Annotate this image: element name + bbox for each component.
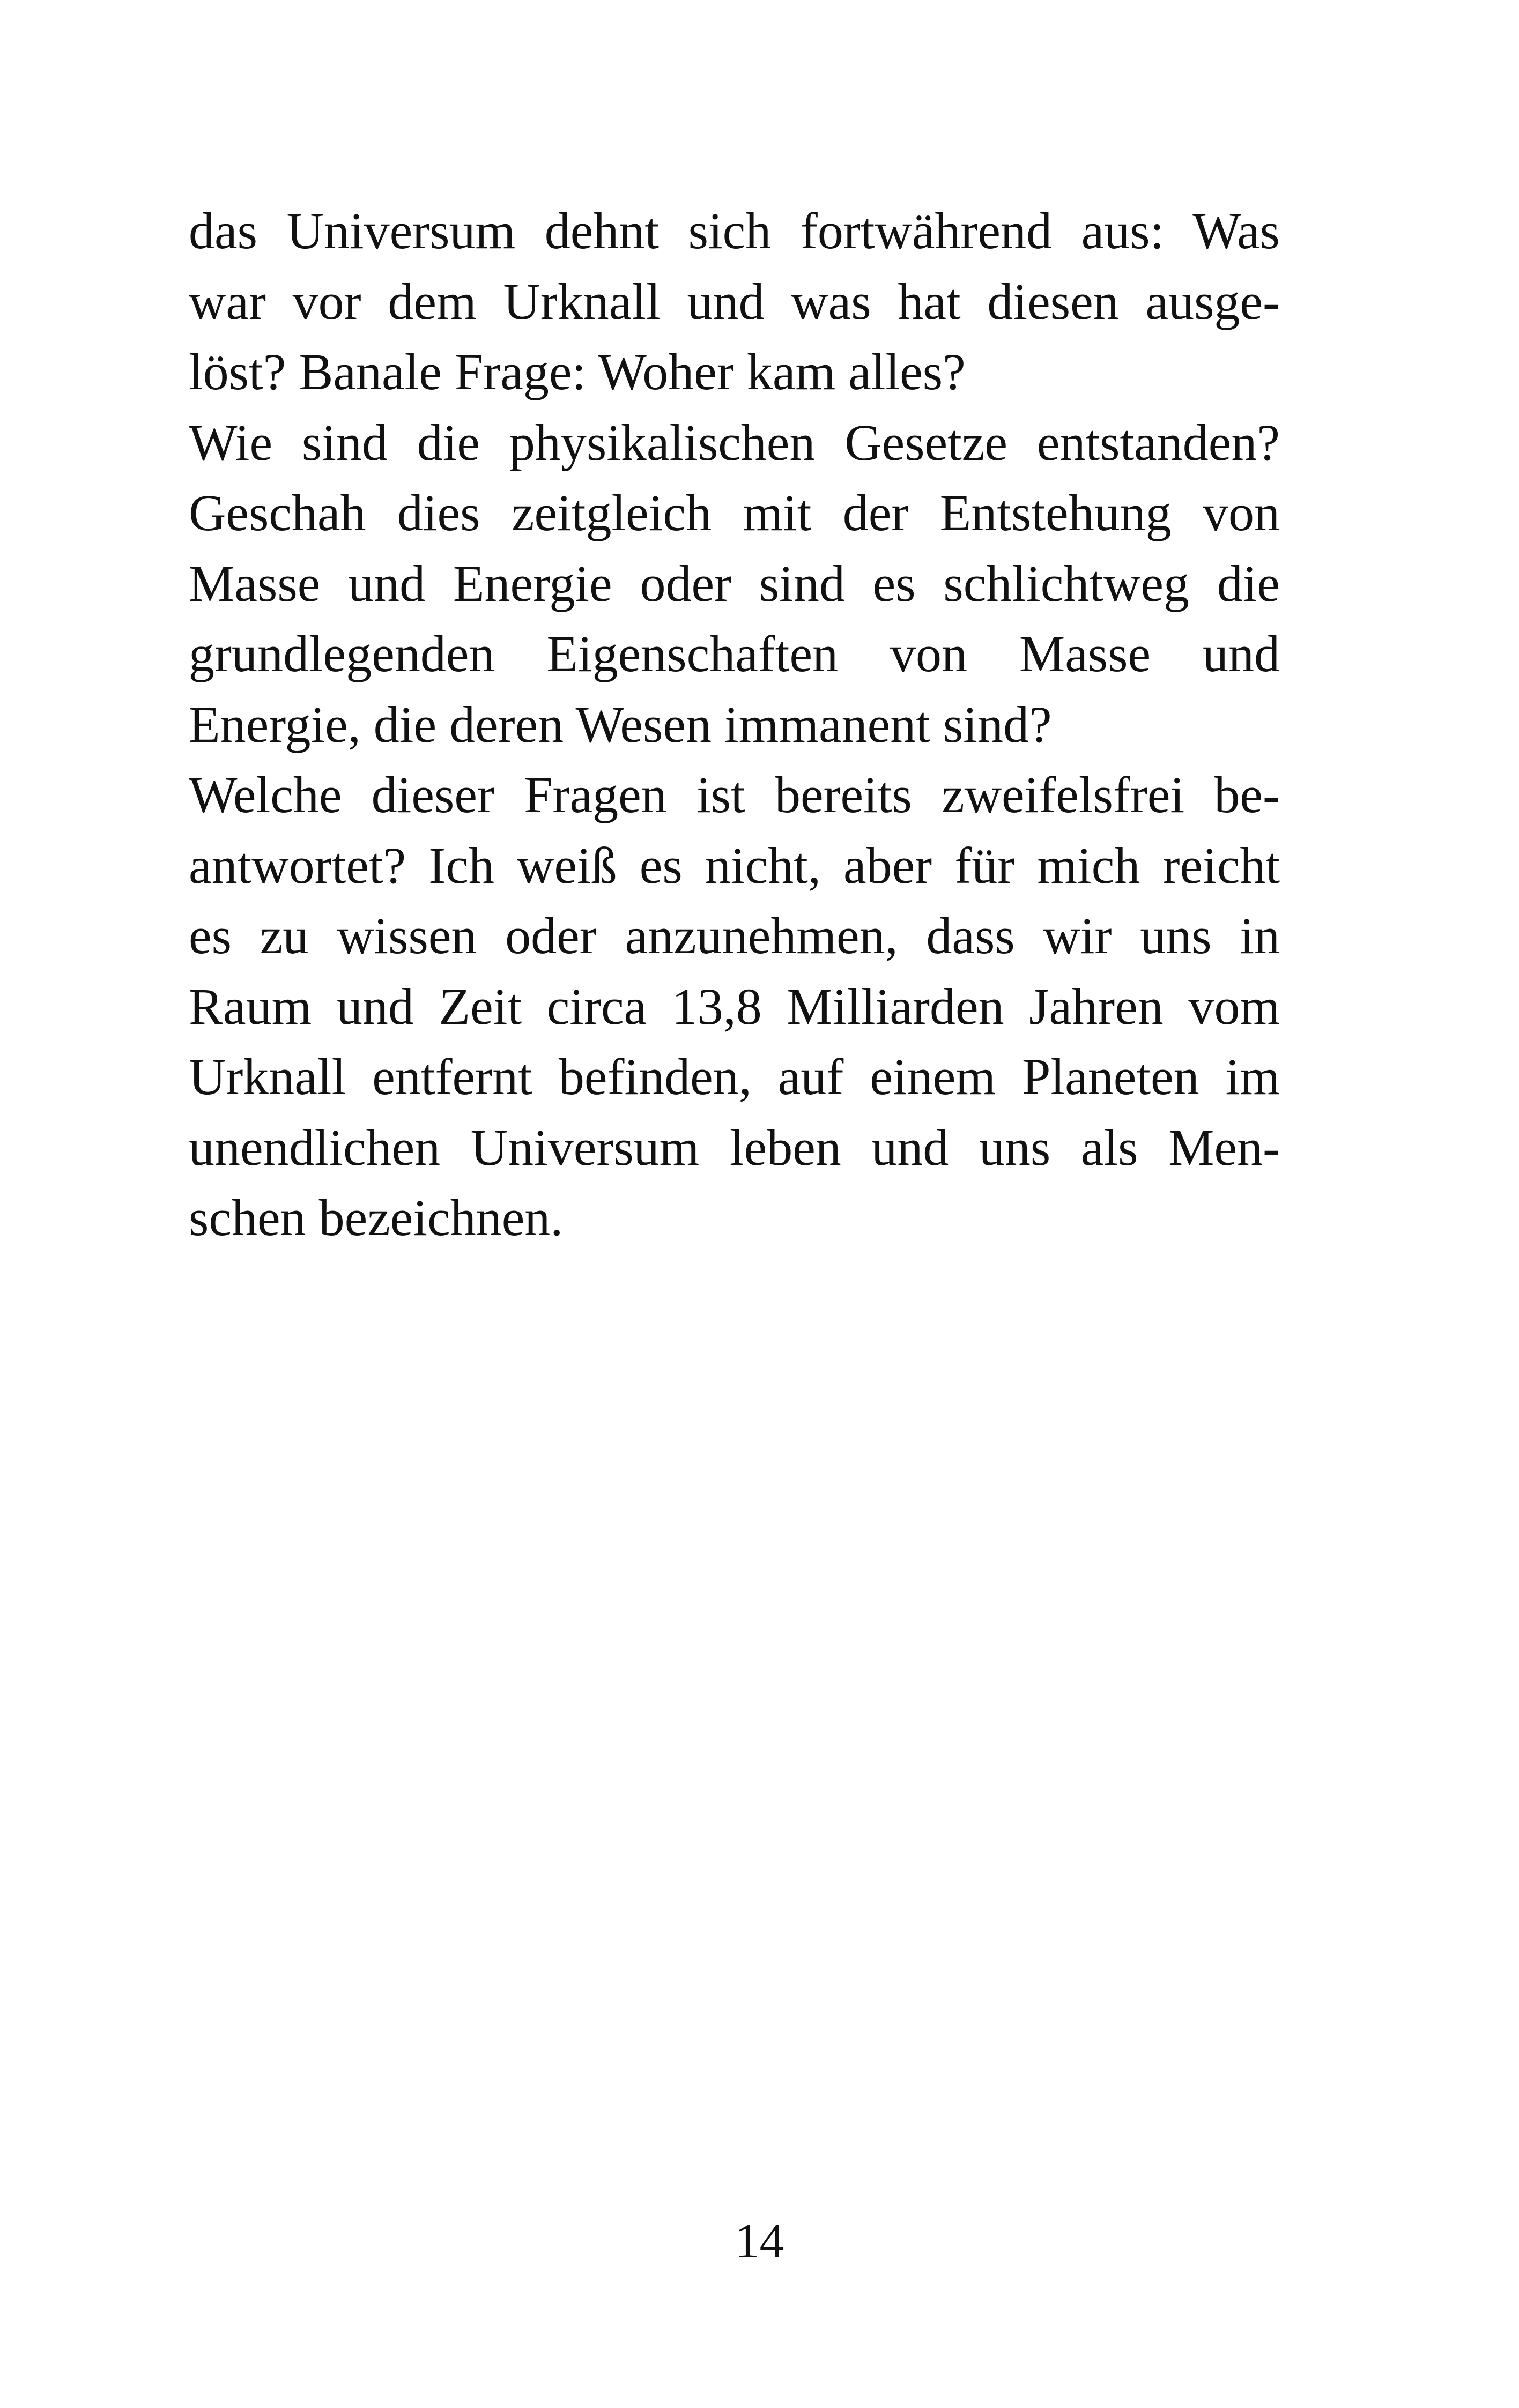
text-line: Urknall entfernt befinden, auf einem Planeten im bbox=[189, 1048, 1280, 1105]
text-line: löst? Banale Frage: Woher kam alles? bbox=[189, 343, 966, 400]
text-line: es zu wissen oder anzunehmen, dass wir uns in bbox=[189, 907, 1280, 964]
text-line: Raum und Zeit circa 13,8 Milliarden Jahren vom bbox=[189, 977, 1280, 1035]
text-line: Welche dieser Fragen ist bereits zweifelsfrei be- bbox=[189, 766, 1280, 823]
text-line: das Universum dehnt sich fortwährend aus: Was bbox=[189, 202, 1280, 259]
page-number: 14 bbox=[735, 2213, 784, 2268]
text-line: schen bezeichnen. bbox=[189, 1189, 564, 1246]
text-line: grundlegenden Eigenschaften von Masse und bbox=[189, 625, 1280, 682]
body-text bbox=[189, 196, 1280, 1253]
text-line: Energie, die deren Wesen immanent sind? bbox=[189, 695, 1052, 753]
text-line: Geschah dies zeitgleich mit der Entstehung von bbox=[189, 484, 1280, 541]
text-line: Masse und Energie oder sind es schlichtweg die bbox=[189, 554, 1280, 612]
text-line: antwortet? Ich weiß es nicht, aber für mich reicht bbox=[189, 836, 1280, 894]
text-line: war vor dem Urknall und was hat diesen ausge- bbox=[189, 272, 1280, 330]
text-line: Wie sind die physikalischen Gesetze entstanden? bbox=[189, 413, 1280, 471]
text-line: unendlichen Universum leben und uns als Men- bbox=[189, 1118, 1280, 1176]
